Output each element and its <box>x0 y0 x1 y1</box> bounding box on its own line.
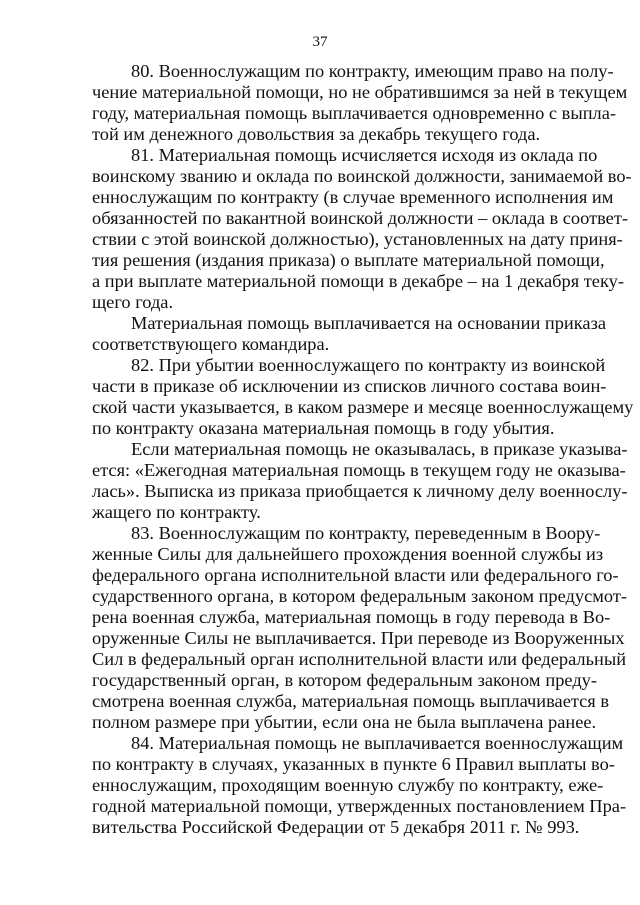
text-line: государственный орган, в котором федеральным законом преду- <box>92 670 597 690</box>
text-line: 82. При убытии военнослужащего по контракту из воинской <box>131 355 606 375</box>
text-line: части в приказе об исключении из списков личного состава воин- <box>92 376 607 396</box>
text-line: 84. Материальная помощь не выплачивается военнослужащим <box>131 733 624 753</box>
text-line: еннослужащим, проходящим военную службу по контракту, еже- <box>92 775 604 795</box>
text-line: той им денежного довольствия за декабрь текущего года. <box>92 124 541 144</box>
text-line: 80. Военнослужащим по контракту, имеющим право на полу- <box>131 61 614 81</box>
text-line: тия решения (издания приказа) о выплате материальной помощи, <box>92 250 605 270</box>
text-line: вительства Российской Федерации от 5 декабря 2011 г. № 993. <box>92 817 580 837</box>
text-line: годной материальной помощи, утвержденных постановлением Пра- <box>92 796 627 816</box>
text-line: обязанностей по вакантной воинской должности – оклада в соответ- <box>92 208 629 228</box>
text-line: 83. Военнослужащим по контракту, переведенным в Воору- <box>131 523 601 543</box>
text-line: щего года. <box>92 292 174 312</box>
text-line: жащего по контракту. <box>92 502 261 522</box>
text-line: Сил в федеральный орган исполнительной власти или федеральный <box>92 649 627 669</box>
text-line: 81. Материальная помощь исчисляется исходя из оклада по <box>131 145 598 165</box>
page-number: 37 <box>312 34 328 50</box>
text-line: Если материальная помощь не оказывалась, в приказе указыва- <box>131 439 628 459</box>
text-line: полном размере при убытии, если она не была выплачена ранее. <box>92 712 597 732</box>
text-line: еннослужащим по контракту (в случае временного исполнения им <box>92 187 614 207</box>
text-line: ется: «Ежегодная материальная помощь в текущем году не оказыва- <box>92 460 626 480</box>
text-line: году, материальная помощь выплачивается одновременно с выпла- <box>92 103 617 123</box>
text-line: по контракту оказана материальная помощь в году убытия. <box>92 418 555 438</box>
text-line: оруженные Силы не выплачивается. При переводе из Вооруженных <box>92 628 625 648</box>
text-line: соответствующего командира. <box>92 334 330 354</box>
text-line: воинскому званию и оклада по воинской должности, занимаемой во- <box>92 166 632 186</box>
text-line: лась». Выписка из приказа приобщается к личному делу военнослу- <box>92 481 628 501</box>
text-line: ствии с этой воинской должностью), установленных на дату приня- <box>92 229 623 249</box>
text-line: по контракту в случаях, указанных в пункте 6 Правил выплаты во- <box>92 754 615 774</box>
text-line: а при выплате материальной помощи в декабре – на 1 декабря теку- <box>92 271 624 291</box>
text-line: рена военная служба, материальная помощь в году перевода в Во- <box>92 607 611 627</box>
text-line: сударственного органа, в котором федеральным законом предусмот- <box>92 586 628 606</box>
text-line: ской части указывается, в каком размере и месяце военнослужащему <box>92 397 634 417</box>
text-line: женные Силы для дальнейшего прохождения военной службы из <box>92 544 604 564</box>
text-line: смотрена военная служба, материальная помощь выплачивается в <box>92 691 610 711</box>
text-line: чение материальной помощи, но не обратившимся за ней в текущем <box>92 82 628 102</box>
text-line: Материальная помощь выплачивается на основании приказа <box>131 313 607 333</box>
text-line: федерального органа исполнительной власти или федерального го- <box>92 565 619 585</box>
